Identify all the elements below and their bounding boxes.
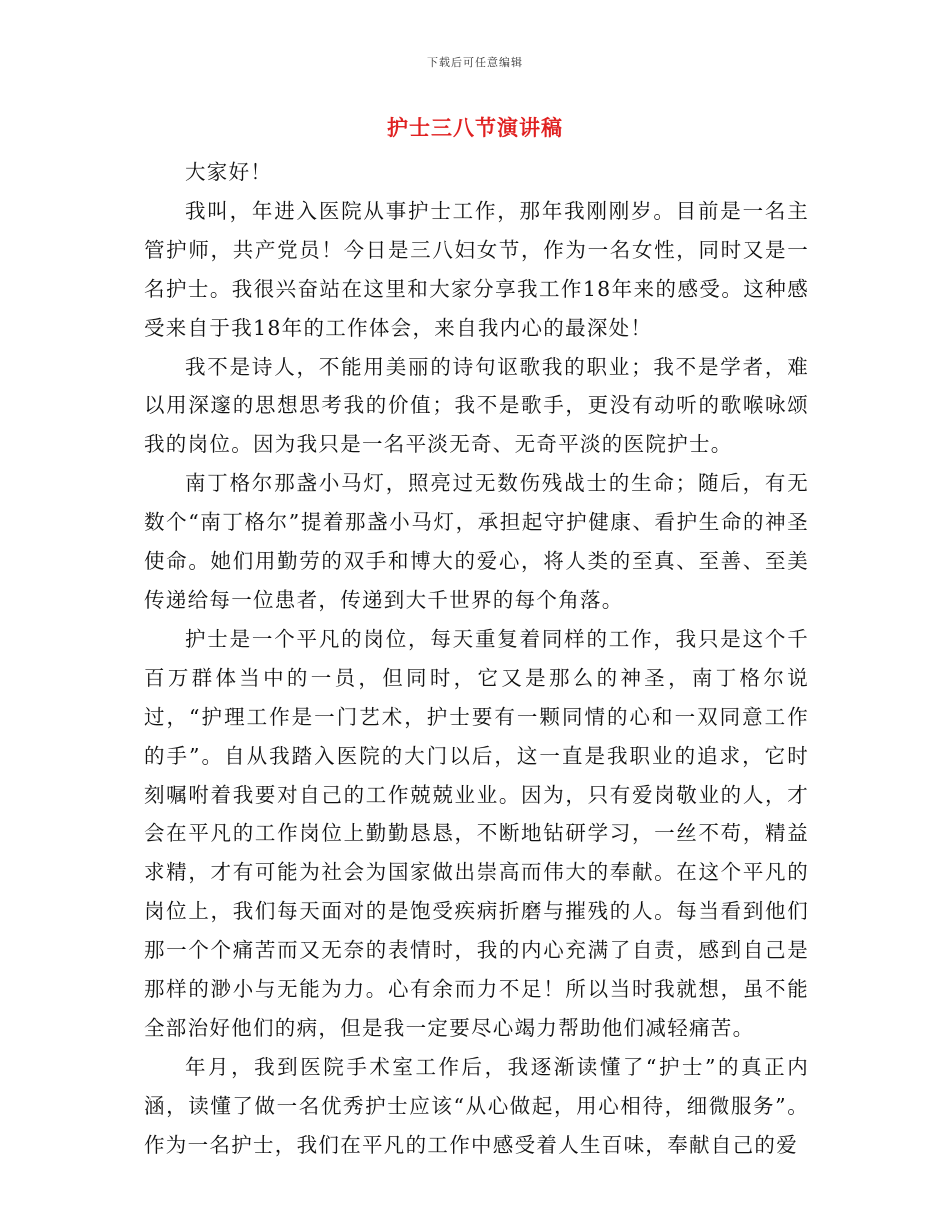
- paragraph-ordinary-post: 护士是一个平凡的岗位，每天重复着同样的工作，我只是这个千百万群体当中的一员，但同时，它又是那么的神圣，南丁格尔说过，“护理工作是一门艺术，护士要有一颗同情的心和一双同意工作的手”。自从我踏入医院的大门以后，这一直是我职业的追求，它时刻嘱咐着我要对自己的工作兢兢业业。因为，只有爱岗敬业的人，才会在平凡的工作岗位上勤勤恳恳，不断地钻研学习，一丝不苟，精益求精，才有可能为社会为国家做出崇高而伟大的奉献。在这个平凡的岗位上，我们每天面对的是饱受疾病折磨与摧残的人。每当看到他们那一个个痛苦而又无奈的表情时，我的内心充满了自责，感到自己是那样的渺小与无能为力。心有余而力不足！所以当时我就想，虽不能全部治好他们的病，但是我一定要尽心竭力帮助他们减轻痛苦。: [144, 626, 809, 1040]
- paragraph-nightingale: 南丁格尔那盏小马灯，照亮过无数伤残战士的生命；随后，有无数个“南丁格尔”提着那盏小马灯，承担起守护健康、看护生命的神圣使命。她们用勤劳的双手和博大的爱心，将人类的至真、至善、至美传递给每一位患者，传递到大千世界的每个角落。: [144, 471, 809, 612]
- paragraph-greeting: 大家好！: [185, 160, 273, 184]
- paragraph-not-poet: 我不是诗人，不能用美丽的诗句讴歌我的职业；我不是学者，难以用深邃的思想思考我的价值；我不是歌手，更没有动听的歌喉咏颂我的岗位。因为我只是一名平淡无奇、无奇平淡的医院护士。: [144, 354, 809, 457]
- paragraph-operating-room: 年月，我到医院手术室工作后，我逐渐读懂了“护士”的真正内涵，读懂了做一名优秀护士应该“从心做起，用心相待，细微服务”。作为一名护士，我们在平凡的工作中感受着人生百味，奉献自己的爱: [144, 1054, 809, 1157]
- document-title: 护士三八节演讲稿: [387, 115, 563, 140]
- header-note: 下载后可任意编辑: [427, 56, 523, 69]
- document-body: [144, 153, 809, 1165]
- paragraph-introduction: 我叫，年进入医院从事护士工作，那年我刚刚岁。目前是一名主管护师，共产党员！今日是三八妇女节，作为一名女性，同时又是一名护士。我很兴奋站在这里和大家分享我工作18年来的感受。这种感受来自于我18年的工作体会，来自我内心的最深处！: [144, 198, 809, 340]
